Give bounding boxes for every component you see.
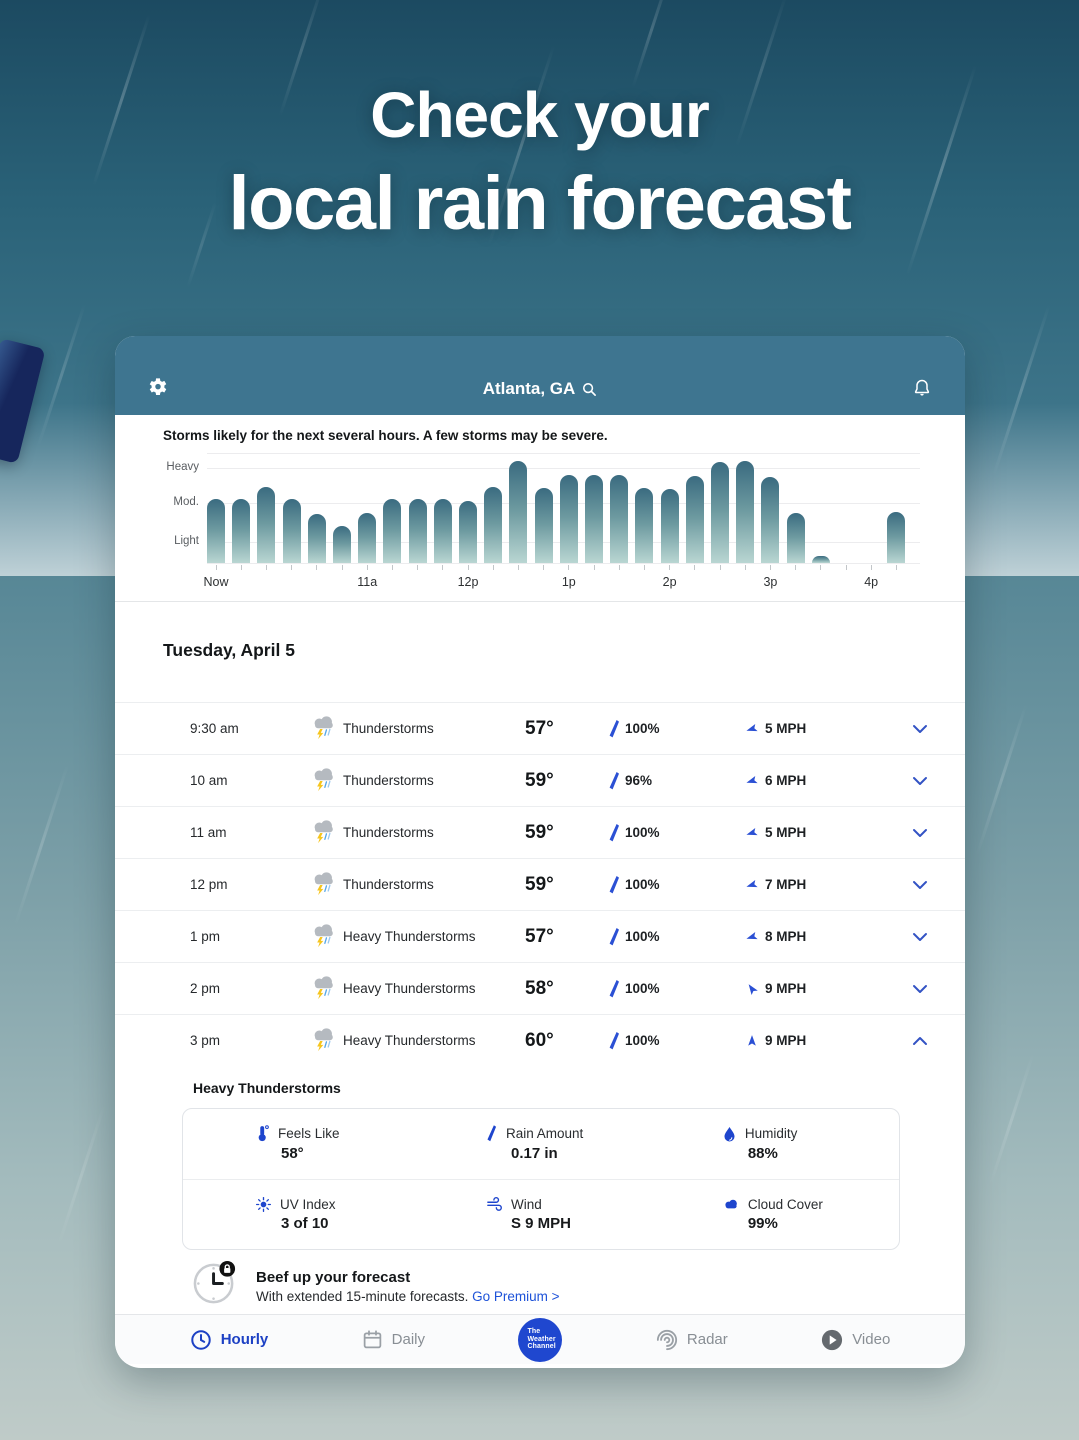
chart-tick	[871, 565, 872, 570]
nav-hourly[interactable]: Hourly	[190, 1329, 269, 1351]
chart-tick	[594, 565, 595, 570]
chart-bar	[358, 513, 376, 563]
cloud-icon	[723, 1198, 739, 1210]
wind-direction-icon	[743, 772, 761, 790]
row-condition: Thunderstorms	[343, 773, 434, 788]
chart-bar	[459, 501, 477, 563]
precip-drop-icon	[608, 928, 620, 946]
expand-chevron-icon[interactable]	[900, 932, 940, 942]
chart-bar	[232, 499, 250, 563]
date-heading: Tuesday, April 5	[163, 640, 295, 660]
nav-radar[interactable]: Radar	[656, 1329, 728, 1351]
row-precip-percent: 100%	[625, 825, 660, 840]
forecast-row-930am[interactable]	[115, 702, 965, 754]
row-time: 10 am	[190, 773, 228, 788]
chart-baseline	[207, 563, 920, 564]
chart-bar	[711, 462, 729, 563]
chart-tick	[745, 565, 746, 570]
precip-drop-icon	[608, 720, 620, 738]
chart-tick	[216, 565, 217, 570]
chart-bar	[383, 499, 401, 563]
hour-detail-card	[182, 1108, 900, 1250]
nav-daily[interactable]: Daily	[362, 1329, 425, 1350]
search-icon	[582, 382, 597, 397]
row-time: 11 am	[190, 825, 227, 840]
chart-tick	[468, 565, 469, 570]
chart-tick	[543, 565, 544, 570]
row-temperature: 60°	[525, 1029, 554, 1051]
precip-drop-icon	[608, 772, 620, 790]
row-precip-percent: 100%	[625, 929, 660, 944]
calendar-icon	[362, 1329, 383, 1350]
go-premium-link[interactable]: Go Premium >	[472, 1288, 560, 1304]
chart-bar	[686, 476, 704, 563]
chart-tick	[619, 565, 620, 570]
precip-drop-icon	[608, 824, 620, 842]
chart-plot-area	[203, 451, 920, 589]
forecast-row-1pm[interactable]	[115, 910, 965, 962]
wind-direction-icon	[743, 824, 761, 842]
chart-x-label: 1p	[561, 575, 576, 589]
row-temperature: 59°	[525, 821, 554, 843]
wind-direction-icon	[743, 928, 761, 946]
expand-chevron-icon[interactable]	[900, 984, 940, 994]
row-precip-percent: 100%	[625, 1033, 660, 1048]
chart-tick	[241, 565, 242, 570]
nav-home-twc-logo[interactable]	[518, 1318, 562, 1362]
chart-tick	[392, 565, 393, 570]
row-condition: Thunderstorms	[343, 877, 434, 892]
forecast-row-11am[interactable]	[115, 806, 965, 858]
hero-title-line1: Check your	[370, 79, 709, 151]
thermometer-icon	[256, 1125, 269, 1142]
app-header	[115, 336, 965, 415]
uv-sun-icon	[256, 1197, 271, 1212]
row-precip-percent: 100%	[625, 721, 660, 736]
thunderstorm-icon	[310, 713, 343, 745]
wind-direction-icon	[743, 720, 761, 738]
expand-chevron-icon[interactable]	[900, 724, 940, 734]
thunderstorm-icon	[310, 869, 343, 901]
location-label: Atlanta, GA	[482, 379, 576, 398]
hero-title	[0, 78, 1079, 247]
chart-tick	[442, 565, 443, 570]
row-temperature: 57°	[525, 925, 554, 947]
chart-tick	[316, 565, 317, 570]
row-wind-speed: 5 MPH	[765, 825, 807, 840]
chart-tick	[568, 565, 569, 570]
chart-tick	[493, 565, 494, 570]
chart-bar	[887, 512, 905, 563]
rain-drop-icon	[486, 1125, 497, 1142]
heavy-thunderstorm-icon	[310, 1025, 343, 1057]
row-time: 1 pm	[190, 929, 221, 944]
precip-drop-icon	[608, 1032, 620, 1050]
chart-tick	[720, 565, 721, 570]
row-wind-speed: 8 MPH	[765, 929, 807, 944]
chart-x-label: Now	[203, 575, 229, 589]
row-temperature: 57°	[525, 717, 554, 739]
forecast-row-2pm[interactable]	[115, 962, 965, 1014]
chart-bar	[308, 514, 326, 563]
row-temperature: 59°	[525, 769, 554, 791]
chart-x-label: 12p	[457, 575, 479, 589]
row-precip-percent: 96%	[625, 773, 653, 788]
detail-cloud-cover: Cloud Cover 99%	[723, 1197, 899, 1232]
row-condition: Heavy Thunderstorms	[343, 1033, 476, 1048]
row-wind-speed: 7 MPH	[765, 877, 807, 892]
row-time: 3 pm	[190, 1033, 221, 1048]
thunderstorm-icon	[310, 765, 343, 797]
chart-tick	[518, 565, 519, 570]
row-condition: Thunderstorms	[343, 825, 434, 840]
row-time: 9:30 am	[190, 721, 239, 736]
precip-drop-icon	[608, 876, 620, 894]
premium-title: Beef up your forecast	[256, 1268, 411, 1286]
chart-tick	[795, 565, 796, 570]
detail-humidity: Humidity 88%	[723, 1126, 899, 1162]
row-precip-percent: 100%	[625, 877, 660, 892]
chart-bar	[257, 487, 275, 563]
wind-direction-icon	[742, 979, 761, 998]
humidity-icon	[723, 1126, 736, 1142]
row-temperature: 59°	[525, 873, 554, 895]
chart-bar	[635, 488, 653, 563]
row-wind-speed: 9 MPH	[765, 1033, 807, 1048]
premium-subtitle: With extended 15-minute forecasts.	[256, 1288, 469, 1304]
chart-y-label: Light	[174, 535, 199, 548]
row-wind-speed: 9 MPH	[765, 981, 807, 996]
forecast-row-3pm-expanded[interactable]	[115, 1014, 965, 1066]
wind-direction-icon	[745, 1034, 759, 1048]
chart-y-label: Heavy	[166, 461, 199, 473]
row-condition: Thunderstorms	[343, 721, 434, 736]
twc-logo: The Weather Channel	[518, 1318, 562, 1362]
chart-bar	[787, 513, 805, 563]
nav-video[interactable]: Video	[821, 1329, 890, 1351]
chart-bar	[283, 499, 301, 563]
chart-tick	[417, 565, 418, 570]
chart-x-label: 3p	[763, 575, 778, 589]
radar-icon	[656, 1329, 678, 1351]
expand-chevron-icon[interactable]	[900, 776, 940, 786]
wind-direction-icon	[743, 876, 761, 894]
chart-bar	[333, 526, 351, 563]
row-wind-speed: 5 MPH	[765, 721, 807, 736]
expanded-condition-title: Heavy Thunderstorms	[193, 1080, 341, 1096]
chart-x-label: 4p	[864, 575, 879, 589]
chart-x-label: 11a	[357, 575, 378, 589]
row-time: 12 pm	[190, 877, 228, 892]
forecast-row-10am[interactable]	[115, 754, 965, 806]
premium-clock-icon	[192, 1260, 239, 1312]
chart-tick	[770, 565, 771, 570]
clock-icon	[190, 1329, 212, 1351]
heavy-thunderstorm-icon	[310, 921, 343, 953]
row-time: 2 pm	[190, 981, 221, 996]
location-title[interactable]	[115, 379, 965, 399]
chart-bar	[207, 499, 225, 563]
chart-gridline	[207, 468, 920, 469]
row-condition: Heavy Thunderstorms	[343, 929, 476, 944]
rain-intensity-chart	[115, 451, 965, 601]
chart-tick	[367, 565, 368, 570]
detail-wind: Wind S 9 MPH	[486, 1197, 723, 1232]
chart-bar	[434, 499, 452, 563]
storm-alert-text: Storms likely for the next several hours. A few storms may be severe.	[163, 428, 608, 443]
chart-y-label: Mod.	[173, 496, 199, 509]
chart-tick	[846, 565, 847, 570]
chart-tick	[342, 565, 343, 570]
hourly-forecast-list	[115, 702, 965, 1066]
bottom-nav	[115, 1314, 965, 1364]
chart-tick	[820, 565, 821, 570]
phone-corner-decoration	[0, 338, 46, 464]
collapse-chevron-icon[interactable]	[900, 1036, 940, 1046]
chart-bar	[812, 556, 830, 563]
row-precip-percent: 100%	[625, 981, 660, 996]
chart-bar	[535, 488, 553, 563]
chart-bar	[509, 461, 527, 563]
chart-bar	[560, 475, 578, 563]
chart-bar	[736, 461, 754, 563]
row-wind-speed: 6 MPH	[765, 773, 807, 788]
weather-app-card	[115, 336, 965, 1368]
precip-drop-icon	[608, 980, 620, 998]
chart-bar	[484, 487, 502, 563]
detail-rain-amount: Rain Amount 0.17 in	[486, 1125, 723, 1162]
detail-uv-index: UV Index 3 of 10	[256, 1197, 486, 1232]
chart-bar	[409, 499, 427, 563]
premium-teaser	[115, 1250, 965, 1314]
forecast-row-12pm[interactable]	[115, 858, 965, 910]
heavy-thunderstorm-icon	[310, 973, 343, 1005]
hero-title-line2: local rain forecast	[228, 161, 851, 246]
chart-tick	[896, 565, 897, 570]
detail-feels-like: Feels Like 58°	[256, 1125, 486, 1162]
chart-tick	[266, 565, 267, 570]
chart-tick	[694, 565, 695, 570]
row-condition: Heavy Thunderstorms	[343, 981, 476, 996]
play-icon	[821, 1329, 843, 1351]
chart-bar	[610, 475, 628, 563]
chart-bar	[661, 489, 679, 563]
thunderstorm-icon	[310, 817, 343, 849]
chart-x-label: 2p	[662, 575, 677, 589]
chart-tick	[644, 565, 645, 570]
wind-icon	[486, 1197, 502, 1211]
chart-bar	[761, 477, 779, 563]
chart-bar	[585, 475, 603, 563]
row-temperature: 58°	[525, 977, 554, 999]
chart-gridline	[207, 453, 920, 454]
expand-chevron-icon[interactable]	[900, 828, 940, 838]
expand-chevron-icon[interactable]	[900, 880, 940, 890]
chart-tick	[291, 565, 292, 570]
chart-tick	[669, 565, 670, 570]
